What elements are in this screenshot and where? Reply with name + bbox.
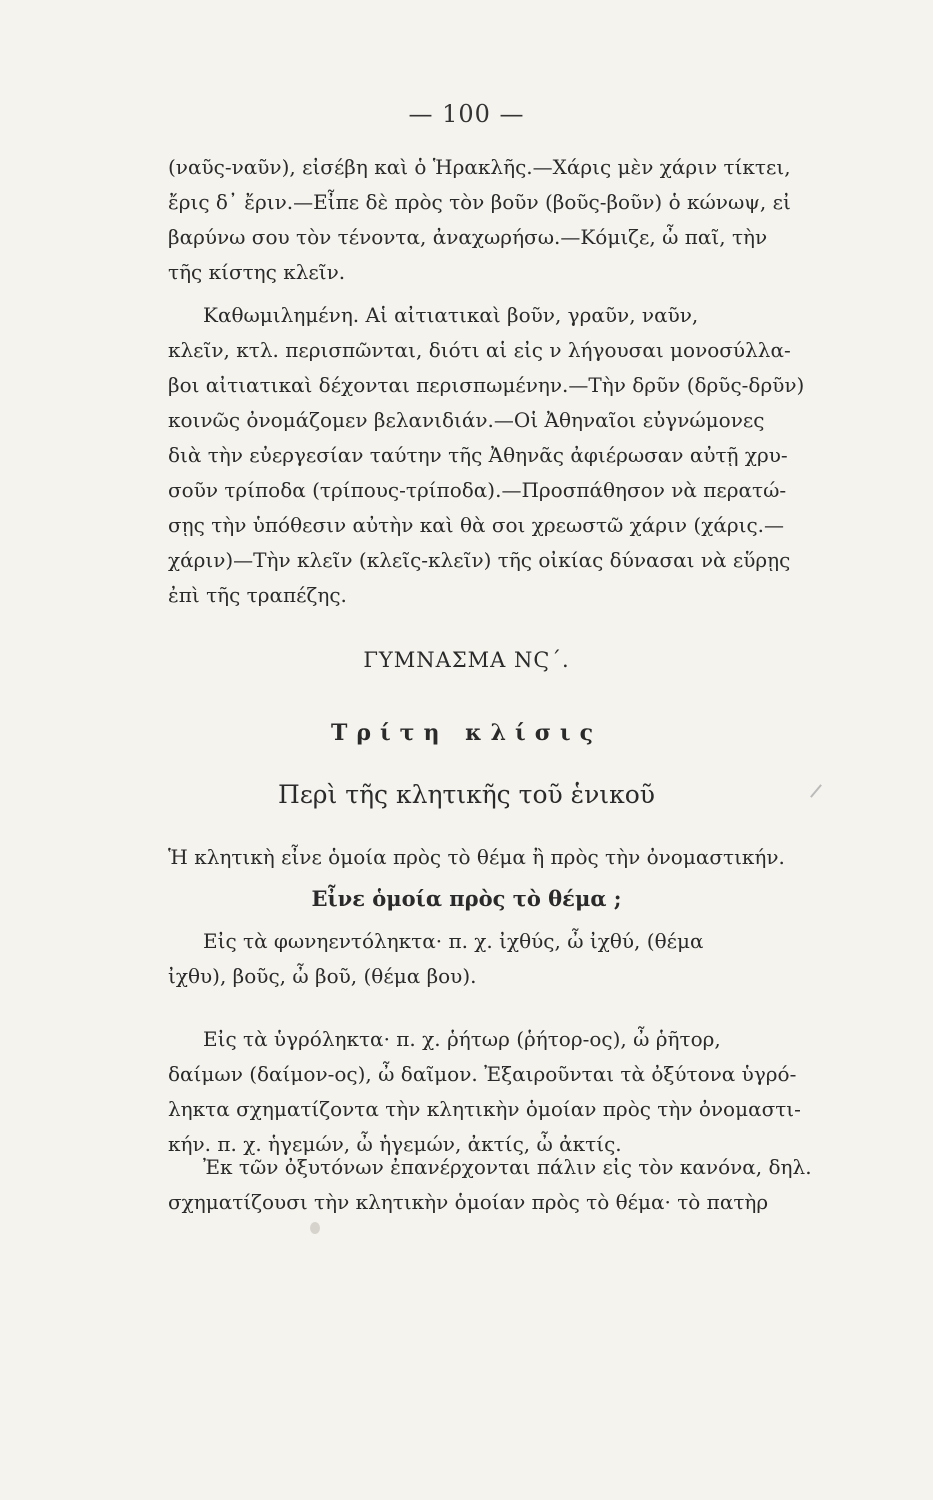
text-line: Εἰς τὰ φωνηεντόληκτα· π. χ. ἰχθύς, ὦ ἰχθύ, (θέμα: [203, 929, 704, 953]
text-line: σῃς τὴν ὑπόθεσιν αὐτὴν καὶ θὰ σοι χρεωστῶ χάριν (χάρις.—: [168, 513, 784, 537]
text-line: βαρύνω σου τὸν τένοντα, ἀναχωρήσω.—Κόμιζε, ὦ παῖ, τὴν: [168, 225, 768, 249]
paragraph-5: [168, 1022, 893, 1162]
text-line: Εἰς τὰ ὑγρόληκτα· π. χ. ῥήτωρ (ῥήτορ-ος), ὦ ῥῆτορ,: [203, 1027, 721, 1051]
text-line: βοι αἰτιατικαὶ δέχονται περισπωμένην.—Τὴν δρῦν (δρῦς-δρῦν): [168, 373, 805, 397]
paragraph-1: [168, 150, 893, 290]
text-line: Ἐκ τῶν ὀξυτόνων ἐπανέρχονται πάλιν εἰς τὸν κανόνα, δηλ.: [203, 1155, 812, 1179]
text-line: ἐπὶ τῆς τραπέζης.: [168, 583, 347, 607]
declension-heading: Τρίτη κλίσις: [331, 720, 602, 746]
text-line: ἔρις δ᾽ ἔριν.—Εἶπε δὲ πρὸς τὸν βοῦν (βοῦς-βοῦν) ὁ κώνωψ, εἰ: [168, 190, 791, 214]
text-line: δαίμων (δαίμον-ος), ὦ δαῖμον. Ἐξαιροῦνται τὰ ὀξύτονα ὑγρό-: [168, 1062, 797, 1086]
text-line: ληκτα σχηματίζοντα τὴν κλητικὴν ὁμοίαν πρὸς τὴν ὀνομαστι-: [168, 1097, 801, 1121]
text-line: Καθωμιλημένη. Αἱ αἰτιατικαὶ βοῦν, γραῦν, ναῦν,: [203, 303, 699, 327]
section-heading: Περὶ τῆς κλητικῆς τοῦ ἑνικοῦ: [278, 780, 655, 809]
question-heading: Εἶνε ὁμοία πρὸς τὸ θέμα ;: [311, 886, 622, 911]
page-number: — 100 —: [408, 100, 525, 128]
text-line: σχηματίζουσι τὴν κλητικὴν ὁμοίαν πρὸς τὸ θέμα· τὸ πατὴρ: [168, 1190, 769, 1214]
exercise-heading: ΓΥΜΝΑΣΜΑ ΝϚ΄.: [363, 648, 570, 672]
text-line: χάριν)—Τὴν κλεῖν (κλεῖς-κλεῖν) τῆς οἰκίας δύνασαι νὰ εὕρῃς: [168, 548, 791, 572]
paragraph-2: [168, 298, 893, 613]
text-line: κήν. π. χ. ἡγεμών, ὦ ἡγεμών, ἀκτίς, ὦ ἀκτίς.: [168, 1132, 622, 1156]
paragraph-6: [168, 1150, 893, 1220]
text-line: σοῦν τρίποδα (τρίπους-τρίποδα).—Προσπάθησον νὰ περατώ-: [168, 478, 787, 502]
text-line: διὰ τὴν εὐεργεσίαν ταύτην τῆς Ἀθηνᾶς ἀφιέρωσαν αὐτῇ χρυ-: [168, 443, 788, 467]
text-line: (ναῦς-ναῦν), εἰσέβη καὶ ὁ Ἡρακλῆς.—Χάρις μὲν χάριν τίκτει,: [168, 155, 791, 179]
text-line: κοινῶς ὀνομάζομεν βελανιδιάν.—Οἱ Ἀθηναῖοι εὐγνώμονες: [168, 408, 765, 432]
paragraph-3: [168, 840, 893, 875]
text-line: τῆς κίστης κλεῖν.: [168, 260, 346, 284]
text-line: ἰχθυ), βοῦς, ὦ βοῦ, (θέμα βου).: [168, 964, 477, 988]
paragraph-4: [168, 924, 893, 994]
text-line: Ἡ κλητικὴ εἶνε ὁμοία πρὸς τὸ θέμα ἢ πρὸς τὴν ὀνομαστικήν.: [168, 845, 785, 869]
paper-stain: [310, 1222, 320, 1234]
text-line: κλεῖν, κτλ. περισπῶνται, διότι αἱ εἰς ν λήγουσαι μονοσύλλα-: [168, 338, 791, 362]
